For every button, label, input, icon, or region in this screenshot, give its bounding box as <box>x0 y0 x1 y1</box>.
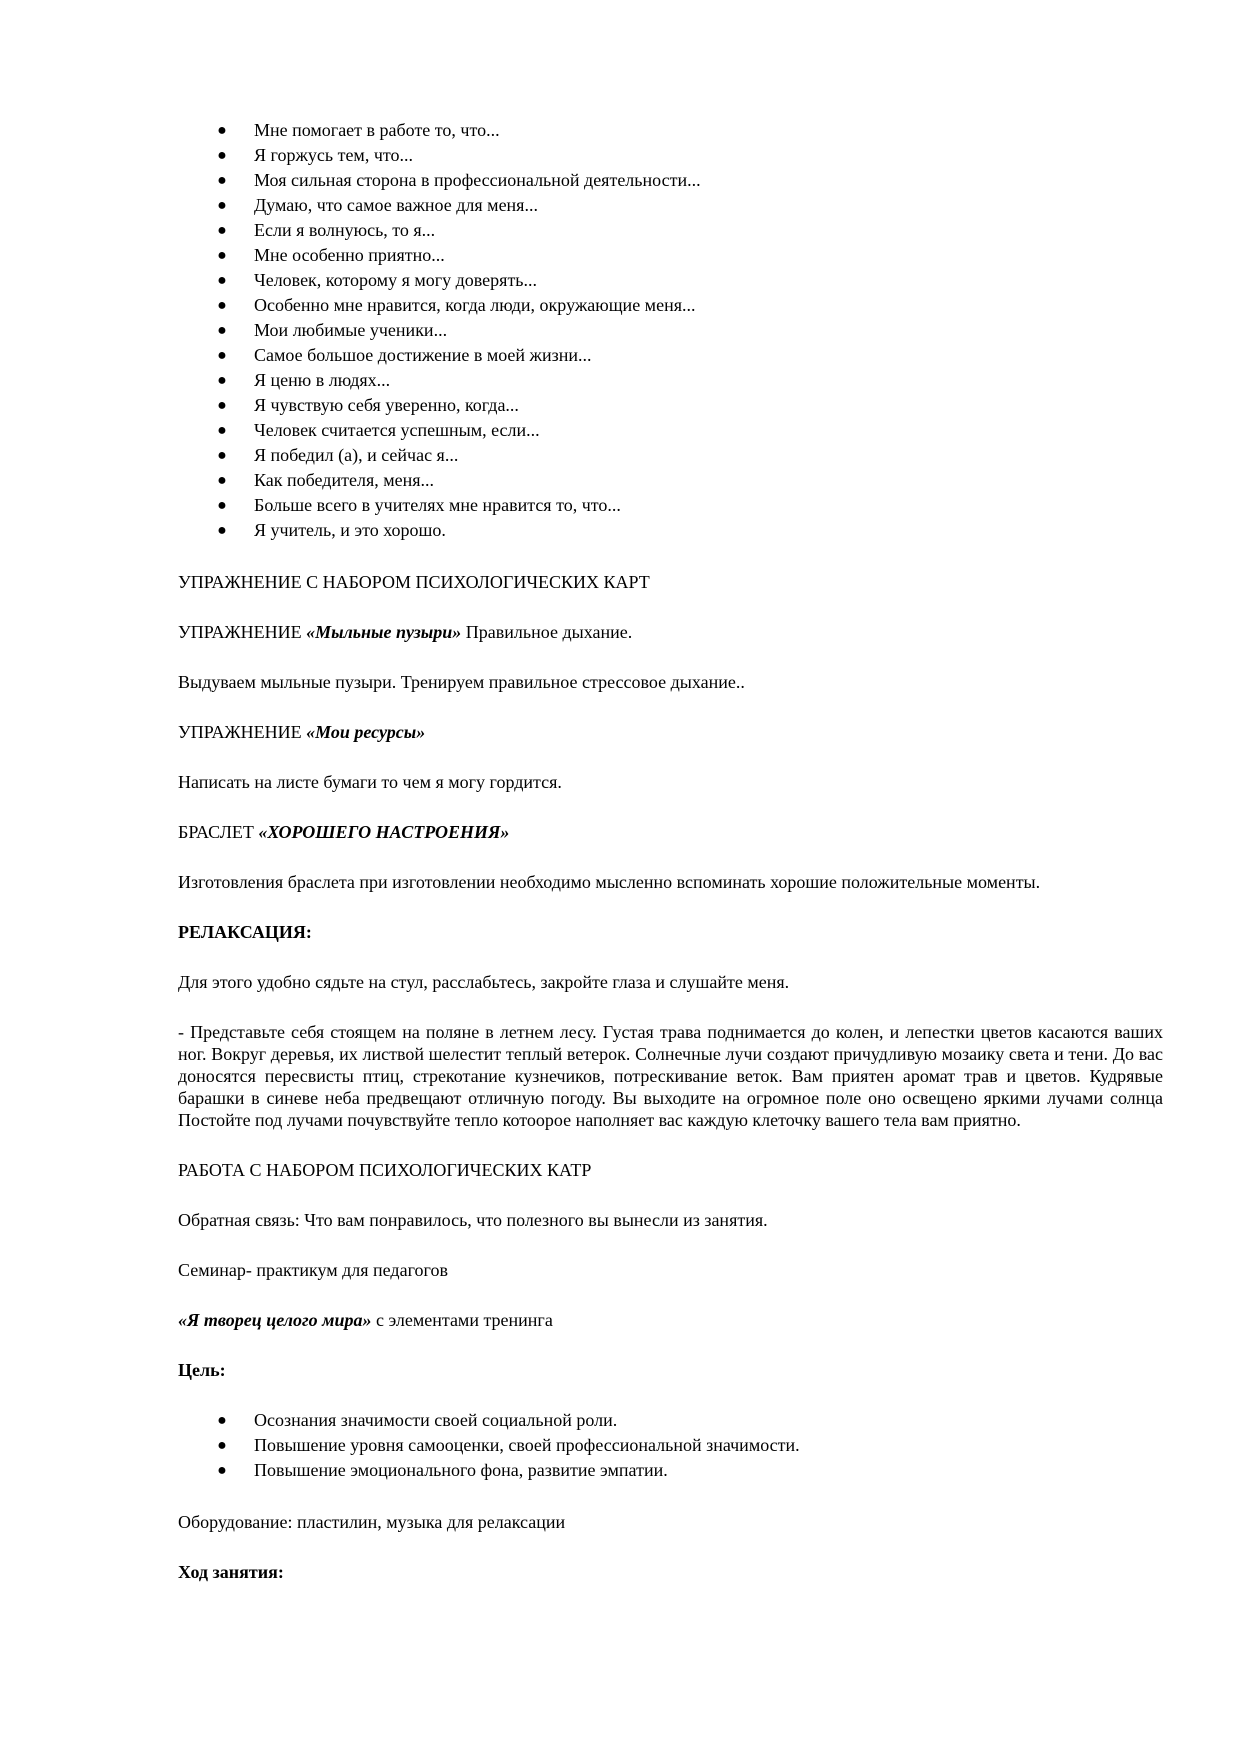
list-item: ● Я победил (а), и сейчас я... <box>178 443 1163 468</box>
spacer <box>178 1281 1163 1309</box>
bullet-icon: ● <box>217 472 227 489</box>
spacer <box>178 1181 1163 1209</box>
spacer <box>178 1131 1163 1159</box>
bullet-icon: ● <box>217 247 227 264</box>
paragraph-bracelet: Изготовления браслета при изготовлении необходимо мысленно вспоминать хорошие положительные моменты. <box>178 872 1041 892</box>
bullet-icon: ● <box>217 1437 227 1454</box>
exercise-title: «Мыльные пузыри» <box>306 622 462 642</box>
list-item: ● Моя сильная сторона в профессиональной деятельности... <box>178 168 1163 193</box>
bullet-icon: ● <box>217 322 227 339</box>
list-item: ● Человек считается успешным, если... <box>178 418 1163 443</box>
list-item: ● Я чувствую себя уверенно, когда... <box>178 393 1163 418</box>
list-item: ● Как победителя, меня... <box>178 468 1163 493</box>
spacer <box>178 793 1163 821</box>
spacer <box>178 693 1163 721</box>
paragraph-seminar: Семинар- практикум для педагогов <box>178 1260 448 1280</box>
exercise-title: «Мои ресурсы» <box>306 722 426 742</box>
list-item: ● Я учитель, и это хорошо. <box>178 518 1163 543</box>
heading-cards: УПРАЖНЕНИЕ С НАБОРОМ ПСИХОЛОГИЧЕСКИХ КАРТ <box>178 572 650 592</box>
heading-work: РАБОТА С НАБОРОМ ПСИХОЛОГИЧЕСКИХ КАТР <box>178 1160 592 1180</box>
bullet-icon: ● <box>217 1412 227 1429</box>
list-item: ● Мои любимые ученики... <box>178 318 1163 343</box>
spacer <box>178 743 1163 771</box>
list-item: ● Повышение эмоционального фона, развитие эмпатии. <box>178 1458 1163 1483</box>
list-item: ● Повышение уровня самооценки, своей профессиональной значимости. <box>178 1433 1163 1458</box>
bullet-icon: ● <box>217 522 227 539</box>
bullet-icon: ● <box>217 497 227 514</box>
paragraph-equipment: Оборудование: пластилин, музыка для релаксации <box>178 1512 566 1532</box>
spacer <box>178 1381 1163 1408</box>
list-item: ● Думаю, что самое важное для меня... <box>178 193 1163 218</box>
spacer <box>178 1331 1163 1359</box>
spacer <box>178 543 1163 571</box>
heading-creator: «Я творец целого мира» с элементами тренинга <box>178 1310 553 1330</box>
bullet-icon: ● <box>217 397 227 414</box>
list-item: ● Человек, которому я могу доверять... <box>178 268 1163 293</box>
list-item: ● Особенно мне нравится, когда люди, окружающие меня... <box>178 293 1163 318</box>
spacer <box>178 1533 1163 1561</box>
bullet-icon: ● <box>217 222 227 239</box>
bullet-icon: ● <box>217 347 227 364</box>
list-item: ● Я ценю в людях... <box>178 368 1163 393</box>
spacer <box>178 993 1163 1021</box>
heading-relaxation: РЕЛАКСАЦИЯ: <box>178 922 312 942</box>
heading-resources: УПРАЖНЕНИЕ «Мои ресурсы» <box>178 722 426 742</box>
heading-bubbles: УПРАЖНЕНИЕ «Мыльные пузыри» Правильное дыхание. <box>178 622 633 642</box>
bullet-icon: ● <box>217 272 227 289</box>
seminar-title: «Я творец целого мира» <box>178 1310 372 1330</box>
document-page <box>178 118 1163 1583</box>
bullet-icon: ● <box>217 197 227 214</box>
bullet-icon: ● <box>217 122 227 139</box>
bullet-icon: ● <box>217 147 227 164</box>
bullet-icon: ● <box>217 1462 227 1479</box>
bullet-icon: ● <box>217 422 227 439</box>
paragraph-resources: Написать на листе бумаги то чем я могу гордится. <box>178 772 562 792</box>
list-item: ● Больше всего в учителях мне нравится то, что... <box>178 493 1163 518</box>
heading-bracelet: БРАСЛЕТ «ХОРОШЕГО НАСТРОЕНИЯ» <box>178 822 510 842</box>
spacer <box>178 843 1163 871</box>
paragraph-bubbles: Выдуваем мыльные пузыри. Тренируем правильное стрессовое дыхание.. <box>178 672 745 692</box>
list-item: ● Мне особенно приятно... <box>178 243 1163 268</box>
list-item: ● Если я волнуюсь, то я... <box>178 218 1163 243</box>
goal-list <box>178 1408 1163 1483</box>
heading-course: Ход занятия: <box>178 1562 284 1582</box>
paragraph-feedback: Обратная связь: Что вам понравилось, что полезного вы вынесли из занятия. <box>178 1210 768 1230</box>
list-item: ● Осознания значимости своей социальной роли. <box>178 1408 1163 1433</box>
spacer <box>178 1231 1163 1259</box>
prompt-list <box>178 118 1163 543</box>
bullet-icon: ● <box>217 372 227 389</box>
heading-goal: Цель: <box>178 1360 226 1380</box>
spacer <box>178 643 1163 671</box>
spacer <box>178 893 1163 921</box>
spacer <box>178 943 1163 971</box>
bullet-icon: ● <box>217 172 227 189</box>
exercise-title: «ХОРОШЕГО НАСТРОЕНИЯ» <box>258 822 510 842</box>
list-item: ● Самое большое достижение в моей жизни... <box>178 343 1163 368</box>
list-item: ● Мне помогает в работе то, что... <box>178 118 1163 143</box>
bullet-icon: ● <box>217 297 227 314</box>
list-item: ● Я горжусь тем, что... <box>178 143 1163 168</box>
paragraph-relax-intro: Для этого удобно сядьте на стул, расслабьтесь, закройте глаза и слушайте меня. <box>178 972 790 992</box>
spacer <box>178 593 1163 621</box>
spacer <box>178 1483 1163 1511</box>
bullet-icon: ● <box>217 447 227 464</box>
paragraph-relax-text: - Представьте себя стоящем на поляне в летнем лесу. Густая трава поднимается до колен, и лепестки цветов касаются ваших ног. Вокруг деревья, их листвой шелестит теплый ветерок. Солнечные лучи создают причудливую мозаику света и тени. До вас доносятся пересвисты птиц, стрекотание кузнечиков, потрескивание веток. Вам приятен аромат трав и цветов. Кудрявые барашки в синеве неба предвещают отличную погоду. Вы выходите на огромное поле оно освещено яркими лучами солнца Постойте под лучами почувствуйте тепло котоорое наполняет вас каждую клеточку вашего тела вам приятно. <box>178 1022 1163 1130</box>
